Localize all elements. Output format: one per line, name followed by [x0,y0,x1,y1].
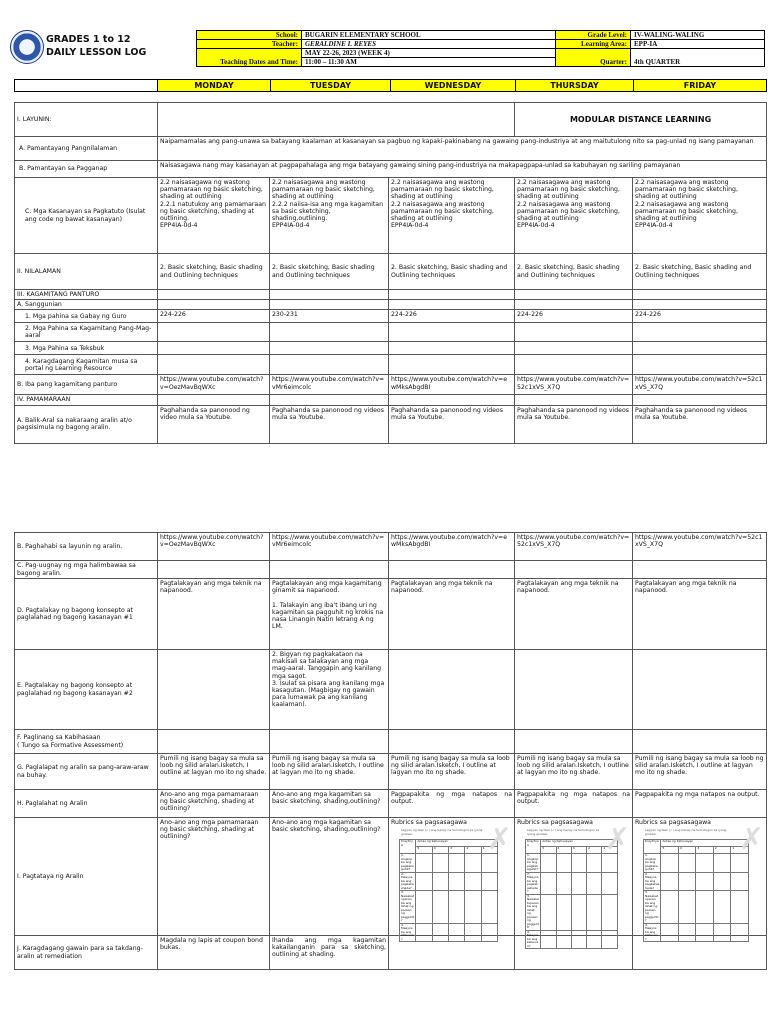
pagtalakay2-label: E. Pagtalakay ng bagong konsepto at paglalahad ng bagong kasanayan #2 [15,650,158,730]
pamantayan-pagganap-label: B. Pamantayan sa Pagganap [15,161,158,178]
pagtalakay1-wed: Pagtalakayan ang mga teknik na napanood. [389,579,515,650]
rubric-intro: Lagyan ng tsek (✓) ang hanay na tumutugon sa iyong ginawa. [645,828,727,837]
nilalaman-mon: 2. Basic sketching, Basic shading and Outlining techniques [158,254,270,290]
area-label: Learning Area: [556,40,631,49]
kasanayan-tue: 2.2 naisasagawa ang wastong pamamaraan ng basic sketching, shading at outlining 2.2.2 naiisa-isa ang mga kagamitan sa basic sketching, shading,outlining. EPP4IA-0d-4 [270,178,389,254]
pagtataya-label: I. Pagtataya ng Aralin [15,818,158,936]
paglalahat-mon: Ano-ano ang mga pamamaraan ng basic sketching, shading at outlining? [158,790,270,818]
paglalapat-label: G. Paglalapat ng aralin sa pang-araw-araw na buhay. [15,754,158,790]
nilalaman-tue: 2. Basic sketching, Basic shading and Outlining techniques [270,254,389,290]
balik-mon: Paghahanda sa panonood ng video mula sa Youtube. [158,405,270,443]
title-line2: DAILY LESSON LOG [46,47,147,58]
days-header [14,79,767,92]
rubric-crit-head: Kraytirya [400,840,416,854]
days-blank [15,80,158,92]
balik-tue: Paghahanda sa panonood ng videos mula sa Youtube. [270,405,389,443]
quarter-label: Quarter: [556,49,631,67]
day-thursday: THURSDAY [516,80,634,92]
link-wed[interactable]: https://www.youtube.com/watch?v=ewMksAbgdBI [389,375,515,395]
day-friday: FRIDAY [634,80,767,92]
rubric-title-wed: Rubrics sa pagsasagawa [391,819,467,826]
school-label: School: [197,31,302,40]
dates-label: Teaching Dates and Time: [197,49,302,67]
paglalahat-label: H. Paglalahat ng Aralin [15,790,158,818]
takdang-aralin-label: J. Karagdagang gawain para sa takdang-aralin at remediation [15,936,158,970]
paghahabi-wed[interactable]: https://www.youtube.com/watch?v=ewMksAbgdBI [389,533,515,561]
lesson-table-part1 [14,102,767,444]
gabay-fri: 224-226 [633,310,767,323]
kasanayan-mon: 2.2 naisasagawa ng wastong pamamaraan ng basic sketching, shading at outlining 2.2.1 natutukoy ang pamamaraan ng basic sketching, shading at outlining. EPP4IA-0d-4 [158,178,270,254]
pagtalakay2-tue: 2. Bigyan ng pagkakataon na makisali sa talakayan ang mga mag-aaral. Tanggapin ang kanilang mga sagot. 3. Isulat sa pisara ang kanilang mga kasagutan. (Magbigay ng gawain para lumawak pa ang kanilang kaalaman). [270,650,389,730]
pagtalakay1-label: D. Pagtalakay ng bagong konsepto at paglalahad ng bagong kasanayan #1 [15,579,158,650]
pagtataya-wed [389,818,515,941]
balik-thu: Paghahanda sa panonood ng videos mula sa Youtube. [515,405,633,443]
mag-aaral-label: 2. Mga Pahina sa Kagamitang Pang-Mag-aaral [15,323,158,342]
paghahabi-label: B. Paghahabi sa layunin ng aralin. [15,533,158,561]
kasanayan-label: C. Mga Kasanayan sa Pagkatuto (Isulat ang code ng bawat kasanayan) [15,178,158,254]
day-wednesday: WEDNESDAY [391,80,516,92]
sanggunian-label: A. Sanggunian [15,300,158,310]
rubric-title-fri: Rubrics sa pagsasagawa [635,819,711,826]
nilalaman-wed: 2. Basic sketching, Basic shading and Outlining techniques [389,254,515,290]
kasanayan-wed: 2.2 naisasagawa ang wastong pamamaraan ng basic sketching, shading at outlining 2.2 naisasagawa ang wastong pamamaraan ng basic sketching, shading at outlining EPP4IA-0d-4 [389,178,515,254]
link-thu[interactable]: https://www.youtube.com/watch?v=52c1xVS_X7Q [515,375,633,395]
link-mon[interactable]: https://www.youtube.com/watch?v=OezMavBqWXc [158,375,270,395]
time-value: 11:00 – 11:30 AM [302,58,556,67]
kasanayan-thu: 2.2 naisasagawa ang wastong pamamaraan ng basic sketching, shading at outlining 2.2 naisasagawa ang wastong pamamaraan ng basic sketching, shading at outlining EPP4IA-0d-4 [515,178,633,254]
iba-label: B. Iba pang kagamitang panturo [15,375,158,395]
takdang-aralin-tue: Ihanda ang mga kagamitan kakailanganin para sa sketching, outlining at shading. [270,936,389,970]
grade-label: Grade Level: [556,31,631,40]
dll-title [46,33,146,59]
link-fri[interactable]: https://www.youtube.com/watch?v=52c1xVS_X7Q [633,375,767,395]
grade-value: IV-WALING-WALING [631,31,765,40]
pagtalakay1-tue: Pagtalakayan ang mga kagamitang ginamit sa napanood. 1. Talakayin ang iba't ibang uri ng kagamitan sa pagguhit ng krokis na nasa Linangin Natin letrang A ng LM. [270,579,389,650]
teacher-value: GERALDINE I. REYES [302,40,556,49]
rubric-title-thu: Rubrics sa pagsasagawa [517,819,593,826]
paglalahat-fri: Pagpapakita ng mga natapos na output. [633,790,767,818]
header-info-table [196,30,765,67]
dates-value: MAY 22-26, 2023 (WEEK 4) [302,49,556,58]
gabay-label: 1. Mga pahina sa Gabay ng Guro [15,310,158,323]
portal-label: 4. Karagdagang Kagamitan musa sa portal ng Learning Resource [15,355,158,375]
day-tuesday: TUESDAY [271,80,391,92]
school-value: BUGARIN ELEMENTARY SCHOOL [302,31,556,40]
pagtataya-fri [633,818,767,941]
area-value: EPP-IA [631,40,765,49]
paglalapat-fri: Pumili ng isang bagay sa mula sa loob ng silid aralan.Isketch, I outline at lagyan mo ito ng shade. [633,754,767,790]
rubric-intro: Lagyan ng tsek (✓) ang hanay na tumutugon sa iyong ginawa. [401,828,483,837]
paghahabi-thu[interactable]: https://www.youtube.com/watch?v=52c1xVS_X7Q [515,533,633,561]
paglalapat-thu: Pumili ng isang bagay sa mula sa loob ng silid aralan.Isketch, I outline at lagyan mo ito ng shade. [515,754,633,790]
nilalaman-fri: 2. Basic sketching, Basic shading and Outlining techniques [633,254,767,290]
paghahabi-mon[interactable]: https://www.youtube.com/watch?v=OezMavBqWXc [158,533,270,561]
paglalahat-tue: Ano-ano ang mga kagamitan sa basic sketching, shading,outlining? [270,790,389,818]
rubric-intro: Lagyan ng tsek (✓) ang hanay na tumutugon sa iyong ginawa. [527,828,600,837]
gabay-thu: 224-226 [515,310,633,323]
rubric-table: Kraytirya Antas ng Kahusayan 5 4 3 2 1 1. Angkop ba ang pagkakaguhit? 2. Maayos ba ang pagkakashade? 3. Naisakatuparan ba ang lahat ng paraan ng pagguhit? 4. Maayos ba ang kabuuan? [399,839,498,942]
pamantayan-pagganap-text: Naisasagawa nang may kasanayan at pagpapahalaga ang mga batayang gawaing sining pang-industriya na makapagpapa-unlad sa kabuhayan ng sariling pamayanan [158,161,767,178]
pagtalakay1-mon: Pagtalakayan ang mga teknik na napanood. [158,579,270,650]
day-monday: MONDAY [158,80,271,92]
pamantayang-pangnilalaman-text: Naipamamalas ang pang-unawa sa batayang kaalaman at kasanayan sa pagbuo ng kapaki-pakinabang na gawaing pang-industriya at ang maitutulong nito sa pag-unlad ng isang pamayanan [158,137,767,161]
layunin-blank [158,103,515,137]
paglalapat-tue: Pumili ng isang bagay sa mula sa loob ng silid aralan.Isketch, I outline at lagyan mo ito ng shade. [270,754,389,790]
lesson-table-part2 [14,532,767,970]
watermark-icon: ✗ [738,822,764,858]
balik-aral-label: A. Balik-Aral sa nakaraang aralin at/o pagsisimula ng bagong aralin. [15,405,158,443]
kasanayan-fri: 2.2 naisasagawa ang wastong pamamaraan ng basic sketching, shading at outlining 2.2 naisasagawa ang wastong pamamaraan ng basic sketching, shading at outlining EPP4IA-0d-4 [633,178,767,254]
gabay-tue: 230-231 [270,310,389,323]
pag-uugnay-label: C. Pag-uugnay ng mga halimbawaa sa bagong aralin. [15,561,158,579]
title-line1: GRADES 1 to 12 [46,34,131,45]
quarter-value: 4th QUARTER [631,49,765,67]
paglinang-label: F. Paglinang sa Kabihasaan ( Tungo sa Formative Assessment) [15,730,158,754]
rubric-table: Kraytirya Antas ng Kahusayan 5 4 3 2 1 1. Angkop ba ang pagkakaguhit? 2. Maayos ba ang pagkakashade? 3. Naisakatuparan ba ang lahat ng paraan ng pagguhit? 4. Maayos ba ang kabuuan? [643,839,749,942]
layunin-label: I. LAYUNIN: [15,103,158,137]
paghahabi-tue[interactable]: https://www.youtube.com/watch?v=vMr6eimcolc [270,533,389,561]
teksbuk-label: 3. Mga Pahina sa Teksbuk [15,342,158,355]
deped-logo [10,30,44,64]
rubric-head: Antas ng Kahusayan [416,840,498,847]
watermark-icon: ✗ [604,822,630,858]
paglalahat-wed: Pagpapakita ng mga natapos na output. [389,790,515,818]
nilalaman-thu: 2. Basic sketching, Basic shading and Outlining techniques [515,254,633,290]
teacher-label: Teacher: [197,40,302,49]
rubric-table: Kraytirya Antas ng Kahusayan 5 4 3 2 1 1. Angkop ba ang pagkakaguhit? 2. Maayos ba ang pagkakashade? 3. Naisakatuparan ba ang lahat ng paraan ng pagguhit? 4. Maayos ba ang kabuuan? [525,839,618,949]
paglalapat-mon: Pumili ng isang bagay sa mula sa loob ng silid aralan.Isketch, I outline at lagyan mo ito ng shade. [158,754,270,790]
takdang-aralin-mon: Magdala ng lapis at coupon bond bukas. [158,936,270,970]
balik-fri: Paghahanda sa panonood ng videos mula sa Youtube. [633,405,767,443]
modular-note: MODULAR DISTANCE LEARNING [515,103,767,137]
pagtalakay1-thu: Pagtalakayan ang mga teknik na napanood. [515,579,633,650]
pagtalakay1-fri: Pagtalakayan ang mga teknik na napanood. [633,579,767,650]
paghahabi-fri[interactable]: https://www.youtube.com/watch?v=52c1xVS_X7Q [633,533,767,561]
pamantayang-pangnilalaman-label: A. Pamantayang Pangnilalaman [15,137,158,161]
gabay-mon: 224-226 [158,310,270,323]
pamamaraan-label: IV. PAMAMARAAN [15,395,158,405]
link-tue[interactable]: https://www.youtube.com/watch?v=vMr6eimcolc [270,375,389,395]
paglalapat-wed: Pumili ng isang bagay sa mula sa loob ng silid aralan.Isketch, I outline at lagyan mo ito ng shade. [389,754,515,790]
kagamitan-label: III. KAGAMITANG PANTURO [15,290,158,300]
balik-wed: Paghahanda sa panonood ng videos mula sa Youtube. [389,405,515,443]
pagtataya-mon: Ano-ano ang mga pamamaraan ng basic sketching, shading at outlining? [158,818,270,936]
watermark-icon: ✗ [486,822,512,858]
pagtataya-thu [515,818,633,948]
paglalahat-thu: Pagpapakita ng mga natapos na output. [515,790,633,818]
pagtataya-tue: Ano-ano ang mga kagamitan sa basic sketching, shading,outlining? [270,818,389,936]
nilalaman-label: II. NILALAMAN [15,254,158,290]
gabay-wed: 224-226 [389,310,515,323]
